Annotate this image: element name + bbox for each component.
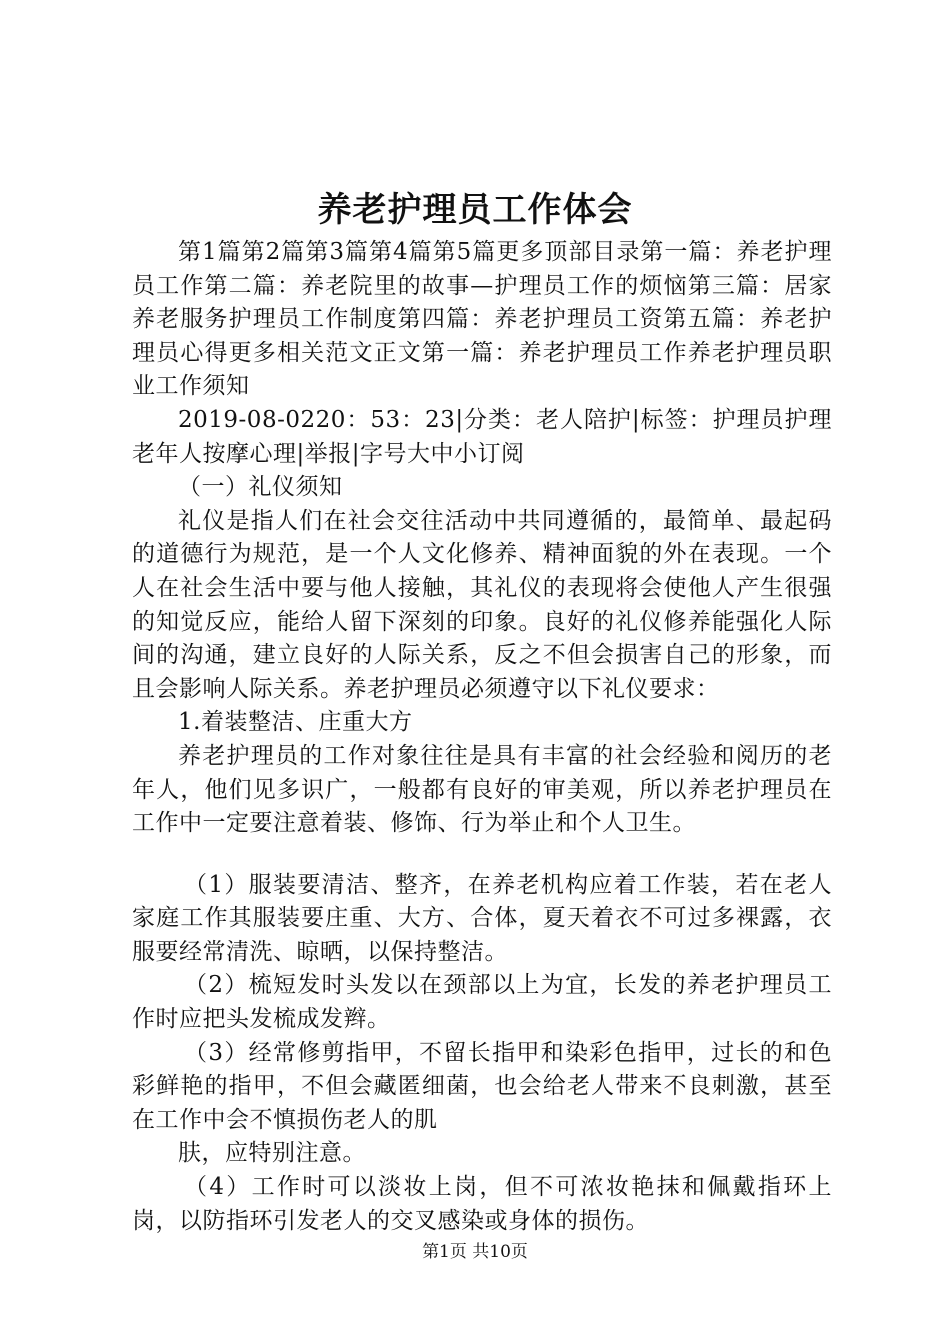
list-item: （4）工作时可以淡妆上岗，但不可浓妆艳抹和佩戴指环上岗，以防指环引发老人的交叉感染或身体的损伤。 [132,1174,832,1234]
body-paragraph: 礼仪是指人们在社会交往活动中共同遵循的，最简单、最起码的道德行为规范，是一个人文化修养、精神面貌的外在表现。一个人在社会生活中要与他人接触，其礼仪的表现将会使他人产生很强的知觉反应，能给人留下深刻的印象。良好的礼仪修养能强化人际间的沟通，建立良好的人际关系，反之不但会损害自己的形象，而且会影响人际关系。养老护理员必须遵守以下礼仪要求： [132,507,832,702]
page-title: 养老护理员工作体会 [317,190,633,230]
body-paragraph: 养老护理员的工作对象往往是具有丰富的社会经验和阅历的老年人，他们见多识广，一般都有良好的审美观，所以养老护理员在工作中一定要注意着装、修饰、行为举止和个人卫生。 [132,742,832,837]
section-heading: （一）礼仪须知 [178,474,343,501]
list-item: （1）服装要清洁、整齐，在养老机构应着工作装，若在老人家庭工作其服装要庄重、大方、合体，夏天着衣不可过多裸露，衣服要经常清洗、晾晒，以保持整洁。 [132,871,832,965]
paragraph-gap [132,841,832,869]
page-footer: 第1页 共10页 [422,1242,528,1262]
toc-paragraph: 第1篇第2篇第3篇第4篇第5篇更多顶部目录第一篇：养老护理员工作第二篇：养老院里的故事—护理员工作的烦恼第三篇：居家养老服务护理员工作制度第四篇：养老护理员工资第五篇：养老护理员心得更多相关范文正文第一篇：养老护理员工作养老护理员职业工作须知 [132,239,832,400]
list-item-continuation: 肤，应特别注意。 [178,1140,366,1167]
document-body [132,236,832,1238]
subsection-heading: 1.着装整洁、庄重大方 [178,709,413,736]
list-item: （2）梳短发时头发以在颈部以上为宜，长发的养老护理员工作时应把头发梳成发辫。 [132,972,832,1033]
meta-paragraph: 2019-08-0220：53：23|分类：老人陪护|标签：护理员护理老年人按摩心理|举报|字号大中小订阅 [132,406,832,467]
list-item: （3）经常修剪指甲，不留长指甲和染彩色指甲，过长的和色彩鲜艳的指甲，不但会藏匿细菌，也会给老人带来不良刺激，甚至在工作中会不慎损伤老人的肌 [132,1039,832,1133]
